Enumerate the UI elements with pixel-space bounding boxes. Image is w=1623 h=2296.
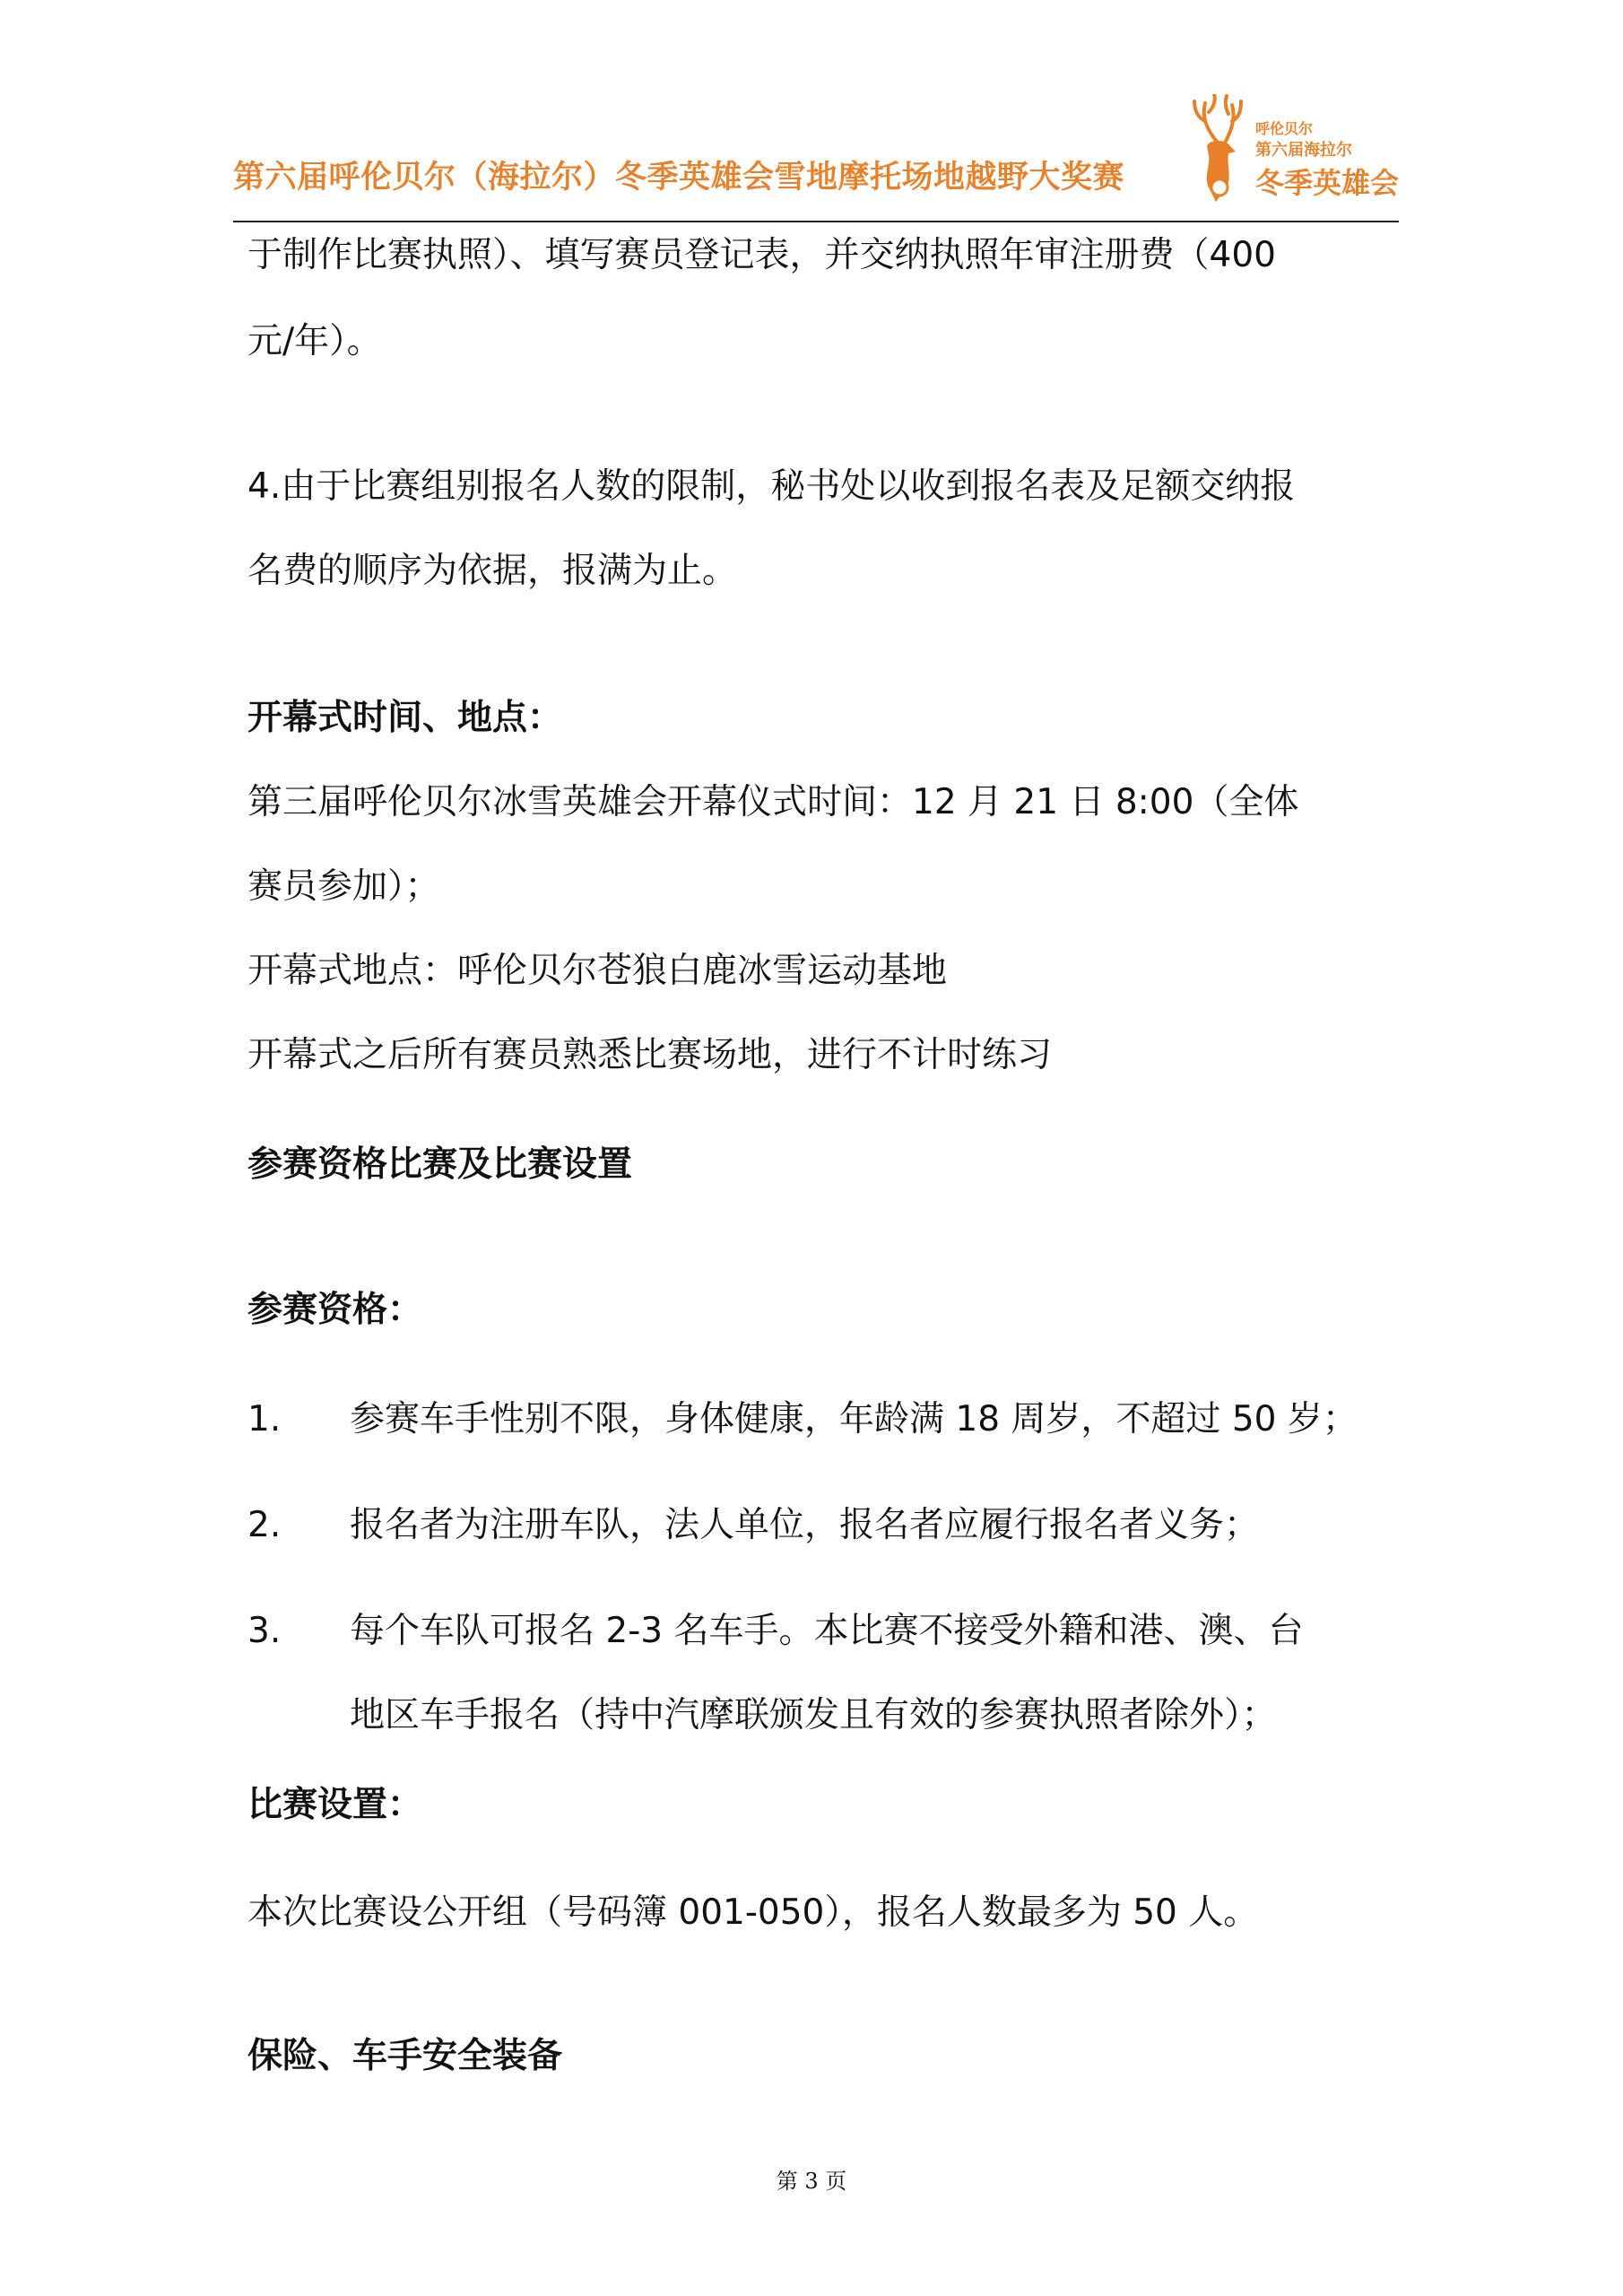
paragraph-line: 于制作比赛执照）、填写赛员登记表，并交纳执照年审注册费（400 — [247, 235, 1276, 275]
page-number: 第 3 页 — [776, 2169, 847, 2194]
list-item-text: 参赛车手性别不限，身体健康，年龄满 18 周岁，不超过 50 岁； — [350, 1399, 1358, 1439]
paragraph-line: 名费的顺序为依据，报满为止。 — [247, 551, 738, 591]
qualification-heading: 参赛资格： — [247, 1290, 423, 1330]
settings-line: 本次比赛设公开组（号码簿 001-050），报名人数最多为 50 人。 — [247, 1892, 1259, 1933]
opening-location-line: 开幕式地点：呼伦贝尔苍狼白鹿冰雪运动基地 — [247, 951, 948, 991]
list-item-text: 地区车手报名（持中汽摩联颁发且有效的参赛执照者除外）； — [350, 1695, 1277, 1735]
opening-practice-line: 开幕式之后所有赛员熟悉比赛场地，进行不计时练习 — [247, 1035, 1053, 1075]
opening-heading: 开幕式时间、地点： — [247, 698, 563, 738]
list-item-number: 1. — [247, 1399, 282, 1439]
paragraph-line: 元/年）。 — [247, 321, 382, 361]
page-header — [233, 90, 1399, 222]
opening-time-line: 赛员参加）； — [247, 866, 440, 907]
deer-logo-icon — [1182, 94, 1254, 205]
list-item-text: 报名者为注册车队，法人单位，报名者应履行报名者义务； — [350, 1505, 1260, 1545]
logo-text-city: 呼伦贝尔 — [1255, 120, 1314, 137]
list-item-text: 每个车队可报名 2-3 名车手。本比赛不接受外籍和港、澳、台 — [350, 1611, 1304, 1651]
logo-text-event: 冬季英雄会 — [1255, 166, 1400, 200]
list-item-number: 2. — [247, 1505, 282, 1545]
logo-text-edition: 第六届海拉尔 — [1255, 141, 1352, 160]
section-heading: 参赛资格比赛及比赛设置 — [247, 1144, 633, 1185]
settings-heading: 比赛设置： — [247, 1785, 423, 1825]
opening-time-line: 第三届呼伦贝尔冰雪英雄会开幕仪式时间：12 月 21 日 8:00（全体 — [247, 782, 1299, 822]
event-logo — [1182, 94, 1399, 209]
list-item-number: 3. — [247, 1611, 282, 1651]
insurance-heading: 保险、车手安全装备 — [247, 2036, 563, 2076]
header-title: 第六届呼伦贝尔（海拉尔）冬季英雄会雪地摩托场地越野大奖赛 — [233, 160, 1125, 196]
paragraph-line: 4.由于比赛组别报名人数的限制，秘书处以收到报名表及足额交纳报 — [247, 466, 1296, 507]
